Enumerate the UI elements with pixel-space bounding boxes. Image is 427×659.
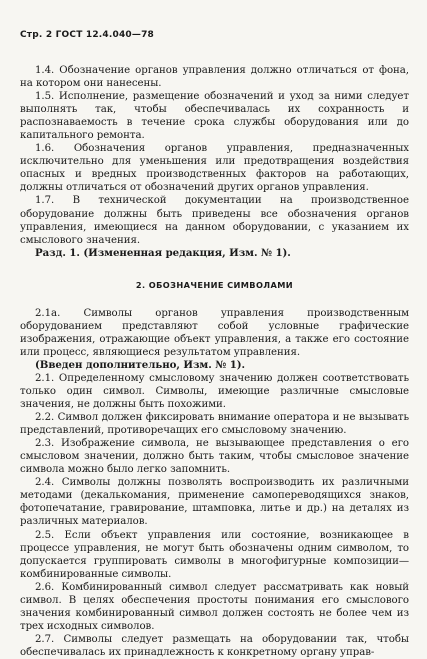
- section-title: 2. ОБОЗНАЧЕНИЕ СИМВОЛАМИ: [135, 279, 294, 290]
- page-content: [20, 64, 409, 659]
- paragraph-1-4: 1.4. Обозначение органов управления должно отличаться от фона, на котором они нанесены.: [20, 65, 409, 90]
- paragraph-2-3: 2.3. Изображение символа, не вызывающее представления о его смысловом значении, должно быть таким, чтобы смысловое значение символа можно было легко запомнить.: [20, 438, 409, 476]
- revision-note-2-1a: (Введен дополнительно, Изм. № 1).: [35, 358, 246, 371]
- paragraph-1-6: 1.6. Обозначения органов управления, предназначенных исключительно для уменьшения или предотвращения воздействия опасных и вредных производственных факторов на работающих, должны отличаться от обозначений других органов управления.: [20, 143, 409, 194]
- revision-note-section-1: Разд. 1. (Измененная редакция, Изм. № 1).: [35, 246, 291, 259]
- paragraph-2-1: 2.1. Определенному смысловому значению должен соответствовать только один символ. Символы, имеющие различные смысловые значения, не должны быть похожими.: [20, 372, 409, 411]
- paragraph-2-5: 2.5. Если объект управления или состояние, возникающее в процессе управления, не могут быть обозначены одним символом, то допускается группировать символы в многофигурные композиции—комбинированные символы.: [20, 529, 409, 580]
- paragraph-2-7: 2.7. Символы следует размещать на оборудовании так, чтобы обеспечивалась их принадлежность к конкретному органу управ-: [20, 633, 409, 658]
- paragraph-2-1a: 2.1а. Символы органов управления производственным оборудованием представляют собой условные графические изображения, отражающие объект управления, а также его состояние или процесс, являющиеся результатом управления.: [20, 307, 409, 358]
- paragraph-2-2: 2.2. Символ должен фиксировать внимание оператора и не вызывать представлений, противоречащих его смысловому значению.: [20, 412, 409, 437]
- paragraph-2-4: 2.4. Символы должны позволять воспроизводить их различными методами (декалькомания, применение самопереводящихся знаков, фотопечатание, гравирование, штамповка, литье и др.) на деталях из различных материалов.: [20, 477, 409, 528]
- page-header: Стр. 2 ГОСТ 12.4.040—78: [20, 30, 155, 40]
- paragraph-1-5: 1.5. Исполнение, размещение обозначений и уход за ними следует выполнять так, чтобы обеспечивалась их сохранность и распознаваемость в течение срока службы оборудования или до капитального ремонта.: [20, 91, 409, 142]
- paragraph-1-7: 1.7. В технической документации на производственное оборудование должны быть приведены все обозначения органов управления, имеющиеся на данном оборудовании, с указанием их смыслового значения.: [20, 195, 409, 246]
- paragraph-2-6: 2.6. Комбинированный символ следует рассматривать как новый символ. В целях обеспечения простоты понимания его смыслового значения комбинированный символ должен состоять не более чем из трех исходных символов.: [20, 581, 409, 632]
